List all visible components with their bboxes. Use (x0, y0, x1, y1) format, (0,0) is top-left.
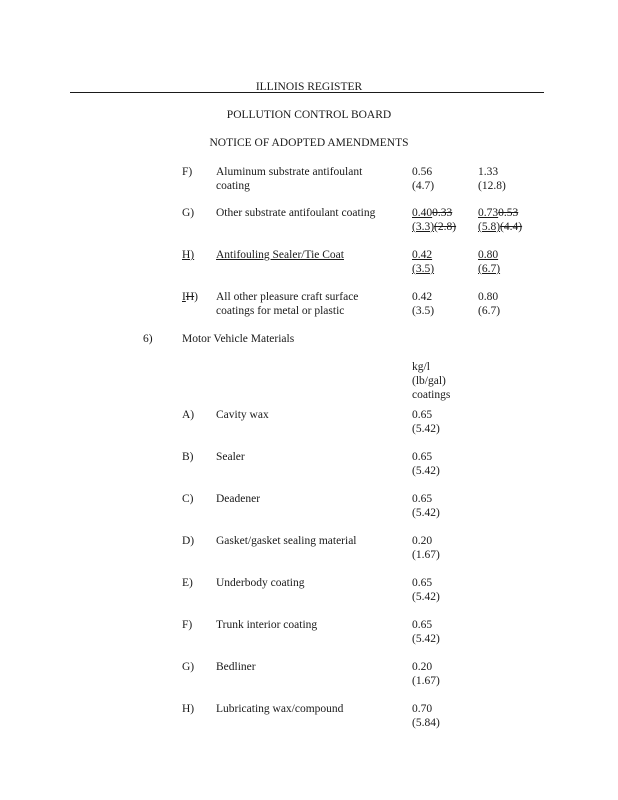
row-i-limit-a (412, 290, 434, 318)
board-title: POLLUTION CONTROL BOARD (226, 109, 392, 121)
mv-row-f-kg: 0.65 (412, 619, 433, 631)
row-h-limit-a (412, 248, 434, 276)
row-h-limit-b (478, 248, 500, 276)
header-rule (70, 92, 544, 93)
section-6-number: 6) (143, 333, 153, 345)
unit-lb-per-gal: (lb/gal) (412, 375, 446, 387)
row-i-a-lb: (3.5) (412, 305, 435, 317)
section-6-title: Motor Vehicle Materials (182, 333, 295, 345)
row-f-a-lb: (4.7) (412, 180, 435, 192)
row-i-desc-line2: coatings for metal or plastic (216, 305, 345, 317)
row-h-description: Antifouling Sealer/Tie Coat (216, 249, 344, 261)
mv-row-f-letter: F) (182, 619, 193, 631)
mv-row-g-value (412, 660, 440, 688)
row-f-letter: F) (182, 166, 193, 178)
row-i-limit-b (478, 290, 500, 318)
row-g-b-lb (478, 220, 522, 234)
mv-row-e-letter: E) (182, 577, 193, 589)
row-i-b-lb: (6.7) (478, 305, 501, 317)
mv-row-g-lb: (1.67) (412, 675, 440, 687)
mv-row-c-lb: (5.42) (412, 507, 440, 519)
row-i-letter-suffix: ) (194, 291, 198, 303)
mv-row-h-value (412, 702, 440, 730)
unit-coatings: coatings (412, 389, 451, 401)
row-g-a-lb-new: (3.3) (412, 221, 435, 233)
mv-row-c-letter: C) (182, 493, 194, 505)
row-h-letter: H) (182, 249, 195, 261)
row-i-b-kg: 0.80 (478, 291, 499, 303)
row-g-b-lb-new: (5.8) (478, 221, 501, 233)
row-g-limit-a (412, 206, 456, 234)
row-i-letter (182, 290, 198, 304)
row-g-letter: G) (182, 207, 195, 219)
mv-row-e-lb: (5.42) (412, 591, 440, 603)
row-f-limit-b (478, 165, 506, 193)
row-f-desc-line2: coating (216, 180, 250, 192)
mv-row-h-lb: (5.84) (412, 717, 440, 729)
mv-row-a-value (412, 408, 440, 436)
row-g-b-kg-old: 0.53 (498, 207, 519, 219)
mv-row-g-desc: Bedliner (216, 661, 256, 673)
row-f-limit-a (412, 165, 434, 193)
mv-row-d-value (412, 534, 440, 562)
row-g-a-lb (412, 220, 456, 234)
mv-row-a-letter: A) (182, 409, 195, 421)
mv-row-a-desc: Cavity wax (216, 409, 269, 421)
mv-row-b-value (412, 450, 440, 478)
unit-header (412, 360, 450, 402)
mv-row-b-lb: (5.42) (412, 465, 440, 477)
mv-row-f-desc: Trunk interior coating (216, 619, 318, 631)
mv-row-e-kg: 0.65 (412, 577, 433, 589)
row-i-letter-old: H (185, 291, 195, 303)
row-g-a-kg-old: 0.33 (432, 207, 453, 219)
mv-row-d-lb: (1.67) (412, 549, 440, 561)
mv-row-f-value (412, 618, 440, 646)
mv-row-a-lb: (5.42) (412, 423, 440, 435)
mv-row-b-kg: 0.65 (412, 451, 433, 463)
row-i-letter-new: I (182, 291, 186, 303)
mv-row-b-letter: B) (182, 451, 194, 463)
mv-row-c-kg: 0.65 (412, 493, 433, 505)
row-f-desc-line1: Aluminum substrate antifoulant (216, 166, 363, 178)
unit-kg-per-l: kg/l (412, 361, 430, 373)
row-h-a-lb: (3.5) (412, 263, 435, 275)
mv-row-f-lb: (5.42) (412, 633, 440, 645)
mv-row-h-desc: Lubricating wax/compound (216, 703, 344, 715)
mv-row-c-desc: Deadener (216, 493, 261, 505)
row-h-b-kg: 0.80 (478, 249, 499, 261)
mv-row-d-desc: Gasket/gasket sealing material (216, 535, 357, 547)
mv-row-h-letter: H) (182, 703, 195, 715)
row-f-b-kg: 1.33 (478, 166, 499, 178)
mv-row-a-kg: 0.65 (412, 409, 433, 421)
mv-row-e-desc: Underbody coating (216, 577, 305, 589)
row-i-a-kg: 0.42 (412, 291, 433, 303)
row-g-limit-b (478, 206, 522, 234)
mv-row-e-value (412, 576, 440, 604)
row-f-b-lb: (12.8) (478, 180, 506, 192)
row-h-b-lb: (6.7) (478, 263, 501, 275)
row-g-b-kg (478, 206, 522, 220)
mv-row-g-letter: G) (182, 661, 195, 673)
mv-row-d-letter: D) (182, 535, 195, 547)
mv-row-d-kg: 0.20 (412, 535, 433, 547)
mv-row-h-kg: 0.70 (412, 703, 433, 715)
mv-row-c-value (412, 492, 440, 520)
row-f-description (216, 165, 362, 193)
row-g-a-kg-new: 0.40 (412, 207, 433, 219)
row-g-a-lb-old: (2.8) (434, 221, 457, 233)
notice-title: NOTICE OF ADOPTED AMENDMENTS (209, 137, 409, 149)
mv-row-b-desc: Sealer (216, 451, 245, 463)
mv-row-g-kg: 0.20 (412, 661, 433, 673)
row-f-a-kg: 0.56 (412, 166, 433, 178)
row-g-a-kg (412, 206, 456, 220)
row-g-description: Other substrate antifoulant coating (216, 207, 376, 219)
row-h-a-kg: 0.42 (412, 249, 433, 261)
row-g-b-lb-old: (4.4) (500, 221, 523, 233)
row-i-desc-line1: All other pleasure craft surface (216, 291, 359, 303)
row-i-description (216, 290, 358, 318)
row-g-b-kg-new: 0.73 (478, 207, 499, 219)
register-title: ILLINOIS REGISTER (255, 81, 363, 93)
